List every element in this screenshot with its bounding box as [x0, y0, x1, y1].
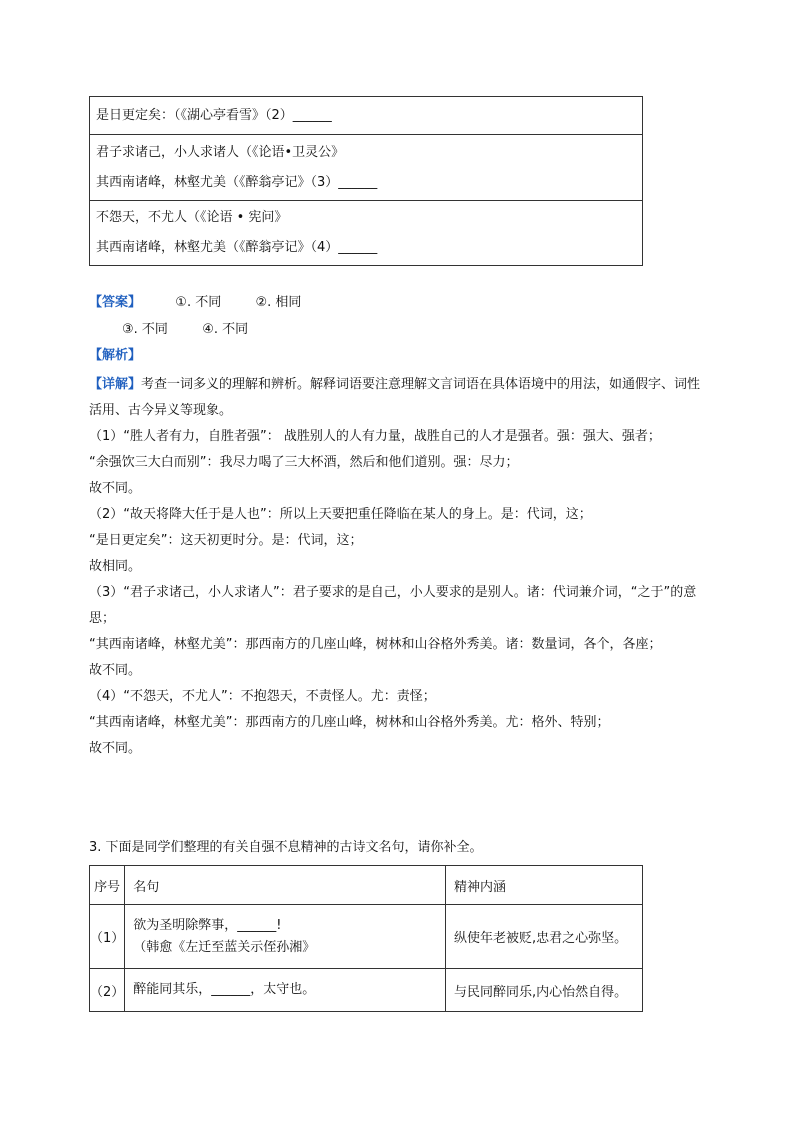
detail-label: 【详解】: [89, 377, 142, 392]
analysis-heading: [89, 346, 141, 366]
header-cell: 名句: [125, 866, 446, 905]
analysis-paragraph: （1）“胜人者有力，自胜者强”： 战胜别人的人有力量，战胜自己的人才是强者。强：强大、强者；: [89, 429, 661, 444]
quote-line: 醉能同其乐，______，太守也。: [133, 982, 316, 997]
analysis-paragraph: “其西南诸峰，林壑尤美”：那西南方的几座山峰，树林和山谷格外秀美。诸：数量词，各个，各座；: [89, 637, 662, 652]
answer-line-2: [122, 320, 248, 340]
quote-source: （韩愈《左迁至蓝关示侄孙湘》: [133, 939, 316, 955]
analysis-paragraph: 故不同。: [89, 481, 142, 496]
detail-text: 考查一词多义的理解和辨析。解释词语要注意理解文言词语在具体语境中的用法，如通假字、词性活用、古今异义等现象。: [89, 377, 701, 418]
header-cell: 精神内涵: [446, 866, 643, 905]
table-row: [90, 135, 643, 201]
table-cell-text: 其西南诸峰，林壑尤美（《醉翁亭记》（3）______: [96, 174, 378, 190]
row-number: （1）: [90, 905, 125, 969]
table-row: [90, 905, 643, 969]
table-cell-text: 不怨天，不尤人（《论语 • 宪问》: [96, 210, 288, 225]
answer-line-1: [89, 293, 301, 313]
analysis-paragraph: “其西南诸峰，林壑尤美”：那西南方的几座山峰，树林和山谷格外秀美。尤：格外、特别；: [89, 715, 610, 730]
analysis-paragraph: “余强饮三大白而别”：我尽力喝了三大杯酒，然后和他们道别。强：尽力；: [89, 455, 519, 470]
table-row: [90, 97, 643, 135]
table-header-row: [90, 866, 643, 905]
analysis-paragraph: 故相同。: [89, 559, 142, 574]
answer-item: ③. 不同: [122, 322, 168, 337]
table-cell-text: 君子求诸己，小人求诸人（《论语•卫灵公》: [96, 144, 345, 160]
table-cell-text: 是日更定矣：（《湖心亭看雪》（2）______: [96, 107, 332, 123]
question-3-table: [89, 865, 643, 1012]
question-3-text: 3. 下面是同学们整理的有关自强不息精神的古诗文名句，请你补全。: [89, 840, 483, 855]
answer-item: ④. 不同: [202, 322, 249, 337]
table-row: [90, 969, 643, 1012]
row-number: （2）: [90, 969, 125, 1012]
analysis-paragraph: （3）“君子求诸己，小人求诸人”：君子要求的是自己，小人要求的是别人。诸：代词兼介词，“之于”的意思；: [89, 585, 697, 626]
table-cell-text: 其西南诸峰，林壑尤美（《醉翁亭记》（4）______: [96, 240, 378, 255]
analysis-paragraph: 故不同。: [89, 663, 142, 678]
analysis-paragraph: （2）“故天将降大任于是人也”：所以上天要把重任降临在某人的身上。是：代词，这；: [89, 507, 592, 522]
quote-line: 欲为圣明除弊事，______!: [133, 917, 282, 933]
analysis-paragraph: “是日更定矣”：这天初更时分。是：代词，这；: [89, 533, 363, 548]
answer-item: ②. 相同: [255, 295, 302, 310]
answer-item: ①. 不同: [175, 295, 222, 310]
top-table: [89, 96, 643, 266]
analysis-paragraph: （4）“不怨天，不尤人”：不抱怨天，不责怪人。尤：责怪；: [89, 689, 436, 704]
answer-label: 【答案】: [89, 295, 142, 310]
detail-paragraph: [89, 372, 703, 424]
meaning-cell: 纵使年老被贬,忠君之心弥坚。: [446, 905, 643, 969]
analysis-body: [89, 372, 703, 762]
analysis-paragraph: 故不同。: [89, 741, 142, 756]
table-row: [90, 201, 643, 266]
analysis-label: 【解析】: [89, 348, 142, 363]
header-cell: 序号: [90, 866, 125, 905]
meaning-cell: 与民同醉同乐,内心怡然自得。: [446, 969, 643, 1012]
